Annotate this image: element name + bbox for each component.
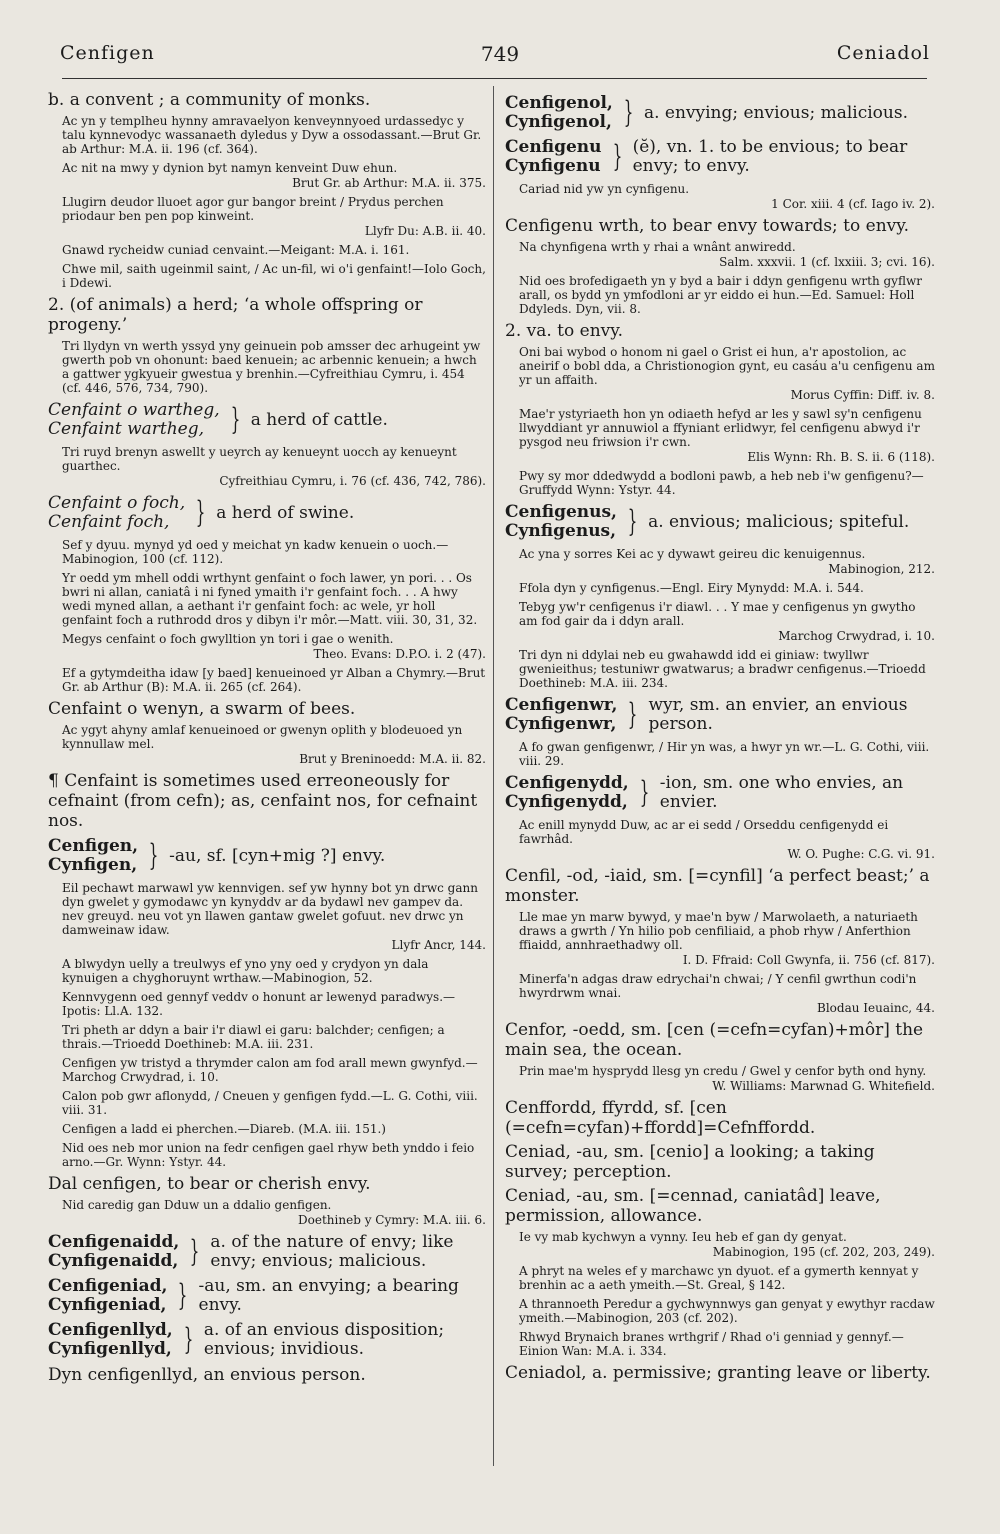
- brace: }: [148, 838, 159, 873]
- left-column: [48, 88, 486, 1478]
- quote: Na chynfigena wrth y rhai a wnânt anwiredd.: [519, 240, 796, 254]
- quote-source: Llyfr Du: A.B. ii. 40.: [364, 224, 486, 238]
- quote: Tri dyn ni ddylai neb eu gwahawdd idd ei giniaw: twyllwr gwenieithus; testuniwr gwatwarus; a bradwr cenfigenus.—Trioedd Doethineb: M.A. iii. 234.: [519, 648, 926, 690]
- entry-cenfigenllyd: [48, 1321, 486, 1359]
- quote: Ffola dyn y cynfigenus.—Engl. Eiry Mynydd: M.A. i. 544.: [519, 581, 864, 595]
- brace: }: [195, 495, 206, 530]
- quote: Yr oedd ym mhell oddi wrthynt genfaint o foch lawer, yn pori. . . Os bwri ni allan, caniatâ i ni fyned ymaith i'r genfaint foch. . . A hwy wedi myned allan, a aethant i'r genfaint foch: ac wele, yr holl genfaint foch a ruthrodd dros y dibyn i'r môr.—Matt. viii. 30, 31, 32.: [62, 571, 478, 627]
- definition: a. of the nature of envy; like envy; envious; malicious.: [210, 1232, 454, 1271]
- definition: -au, sm. an envying; a bearing envy.: [198, 1276, 459, 1315]
- entry-cenfigenydd: [505, 774, 935, 812]
- quote: Prin mae'm hysprydd llesg yn credu / Gwel y cenfor byth ond hyny.: [519, 1064, 927, 1078]
- quote: Ac nit na mwy y dynion byt namyn kenveint Duw ehun.: [62, 161, 398, 175]
- quote: Cenfigen a ladd ei pherchen.—Diareb. (M.A. iii. 151.): [62, 1122, 386, 1136]
- quote: A thrannoeth Peredur a gychwynnwys gan genyat y ewythyr racdaw ymeith.—Mabinogion, 203 (cf. 202).: [519, 1297, 935, 1325]
- headword: Cenfaint o wartheg,: [48, 400, 220, 420]
- quote: A fo gwan genfigenwr, / Hir yn was, a hwyr yn wr.—L. G. Cothi, viii. viii. 29.: [519, 740, 930, 768]
- quote-source: Morus Cyffin: Diff. iv. 8.: [790, 388, 935, 402]
- quote-source: Mabinogion, 212.: [828, 562, 935, 576]
- quote: Ef a gytymdeitha idaw [y baed] kenueinoed yr Alban a Chymry.—Brut Gr. ab Arthur (B): M.A. ii. 265 (cf. 264).: [62, 666, 486, 694]
- brace: }: [183, 1322, 194, 1357]
- quote: Ie vy mab kychwyn a vynny. Ieu heb ef gan dy genyat.: [519, 1230, 847, 1244]
- entry-ceniad-1: Ceniad, -au, sm. [cenio] a looking; a taking survey; perception.: [505, 1142, 875, 1182]
- entry-cenfigenol: [505, 94, 935, 132]
- brace: }: [627, 504, 638, 539]
- quote-source: Elis Wynn: Rh. B. S. ii. 6 (118).: [747, 450, 935, 464]
- quote-source: Brut y Breninoedd: M.A. ii. 82.: [299, 752, 486, 766]
- quote: Mae'r ystyriaeth hon yn odiaeth hefyd ar les y sawl sy'n cenfigenu llwyddiant yr annuwiol a ffyniant erlidwyr, fel cenfigenu abwyd i'r pysgod neu friwsion i'r cwn.: [519, 407, 922, 449]
- headword: Cenfigenu: [505, 137, 602, 157]
- brace: }: [612, 139, 622, 174]
- quote: Nid oes neb mor union na fedr cenfigen gael rhyw beth ynddo i feio arno.—Gr. Wynn: Ystyr. 44.: [62, 1141, 475, 1169]
- headword-variant: Cenfaint wartheg,: [48, 419, 205, 439]
- header-left-guideword: Cenfigen: [60, 42, 155, 64]
- quote: A phryt na weles ef y marchawc yn dyuot. ef a gymerth kennyat y brenhin ac a aeth ymeith.—St. Greal, § 142.: [519, 1264, 919, 1292]
- quote-source: Mabinogion, 195 (cf. 202, 203, 249).: [712, 1245, 935, 1259]
- headword-variant: Cynfigenol,: [505, 112, 612, 132]
- quote-source: Salm. xxxvii. 1 (cf. lxxiii. 3; cvi. 16).: [719, 255, 935, 269]
- phrase-dyn-cenfigenllyd: Dyn cenfigenllyd, an envious person.: [48, 1365, 366, 1385]
- headword: Cenfigen,: [48, 836, 139, 856]
- quote: Tri llydyn vn werth yssyd yny geinuein pob amsser dec arhugeint yw gwerth pob vn ohonunt: baed kenuein; ac arbennic kenuein; a hwch a gattwer ygkyueir gwestua y brenhin.—Cyfreithiau Cymru, i. 454 (cf. 446, 576, 734, 790).: [62, 339, 481, 395]
- headword: Cenfigenol,: [505, 93, 613, 113]
- quote: Chwe mil, saith ugeinmil saint, / Ac un-fil, wi o'i genfaint!—Iolo Goch, i Ddewi.: [62, 262, 486, 290]
- headword-variant: Cenfaint foch,: [48, 512, 170, 532]
- definition: a. envying; envious; malicious.: [643, 102, 908, 123]
- headword-variant: Cynfigenllyd,: [48, 1339, 172, 1359]
- right-column: [505, 88, 935, 1478]
- headword: Cenfigenydd,: [505, 773, 629, 793]
- entry-ceniadol: Ceniadol, a. permissive; granting leave or liberty.: [505, 1363, 931, 1383]
- brace: }: [623, 95, 634, 130]
- entry-cenffordd: Cenffordd, ffyrdd, sf. [cen (=cefn=cyfan)+ffordd]=Cefnffordd.: [505, 1098, 816, 1138]
- quote: Minerfa'n adgas draw edrychai'n chwai; / Y cenfil gwrthun codi'n hwyrdrwm wnai.: [519, 972, 917, 1000]
- quote: Tebyg yw'r cenfigenus i'r diawl. . . Y mae y cenfigenus yn gwytho am fod gair da i ddyn arall.: [519, 600, 916, 628]
- quote: Calon pob gwr aflonydd, / Cneuen y genfigen fydd.—L. G. Cothi, viii. viii. 31.: [62, 1089, 478, 1117]
- entry-cenfigenus: [505, 503, 935, 541]
- entry-cenfil: Cenfil, -od, -iaid, sm. [=cynfil] ‘a perfect beast;’ a monster.: [505, 866, 930, 906]
- headword-variant: Cynfigenaidd,: [48, 1251, 179, 1271]
- entry-cenfaint-o-foch: [48, 494, 486, 532]
- sense-2: 2. (of animals) a herd; ‘a whole offspring or progeny.’: [48, 295, 423, 335]
- sense-bees: Cenfaint o wenyn, a swarm of bees.: [48, 699, 356, 719]
- quote-source: W. Williams: Marwnad G. Whitefield.: [712, 1079, 935, 1093]
- entry-cenfigenaidd: [48, 1233, 486, 1271]
- quote: Tri ruyd brenyn aswellt y ueyrch ay kenueynt uocch ay kenueynt guarthec.: [62, 445, 457, 473]
- headword-variant: Cynfigenu: [505, 156, 601, 176]
- quote: Gnawd rycheidw cuniad cenvaint.—Meigant: M.A. i. 161.: [62, 243, 410, 257]
- definition: -ion, sm. one who envies, an envier.: [659, 773, 904, 812]
- quote: Tri pheth ar ddyn a bair i'r diawl ei garu: balchder; cenfigen; a thrais.—Trioedd Doethineb: M.A. iii. 231.: [62, 1023, 445, 1051]
- quote: Kennvygenn oed gennyf veddv o honunt ar lewenyd paradwys.—Ipotis: Ll.A. 132.: [62, 990, 456, 1018]
- quote-source: I. D. Ffraid: Coll Gwynfa, ii. 756 (cf. 817).: [682, 953, 935, 967]
- quote: Sef y dyuu. mynyd yd oed y meichat yn kadw kenuein o uoch.—Mabinogion, 100 (cf. 112).: [62, 538, 449, 566]
- header-right-guideword: Ceniadol: [836, 42, 930, 64]
- entry-cenfor: Cenfor, -oedd, sm. [cen (=cefn=cyfan)+môr] the main sea, the ocean.: [505, 1020, 924, 1060]
- quote: A blwydyn uelly a treulwys ef yno yny oed y crydyon yn dala kynuigen a chyghoruynt wrthaw.—Mabinogion, 52.: [62, 957, 429, 985]
- column-divider: [493, 86, 494, 1466]
- headword: Cenfigenus,: [505, 502, 617, 522]
- definition: a. envious; malicious; spiteful.: [648, 511, 910, 532]
- header-rule: [62, 78, 927, 79]
- entry-cenfigenu: [505, 138, 935, 176]
- quote-source: W. O. Pughe: C.G. vi. 91.: [787, 847, 935, 861]
- entry-cenfaint-o-wartheg: [48, 401, 486, 439]
- quote: Megys cenfaint o foch gwylltion yn tori i gae o wenith.: [62, 632, 394, 646]
- entry-cenfigeniad: [48, 1277, 486, 1315]
- quote: Ac ygyt ahyny amlaf kenueinoed or gwenyn oplith y blodeuoed yn kynnullaw mel.: [62, 723, 463, 751]
- sense-2: 2. va. to envy.: [505, 321, 624, 341]
- usage-note: ¶ Cenfaint is sometimes used erreoneously for cefnaint (from cefn); as, cenfaint nos, for cefnaint nos.: [48, 771, 478, 831]
- headword: Cenfigeniad,: [48, 1276, 168, 1296]
- quote: Rhwyd Brynaich branes wrthgrif / Rhad o'i genniad y gennyf.—Einion Wan: M.A. i. 334.: [519, 1330, 904, 1358]
- page-number: 749: [480, 42, 520, 66]
- quote-source: 1 Cor. xiii. 4 (cf. Iago iv. 2).: [771, 197, 935, 211]
- definition: -au, sf. [cyn+mig ?] envy.: [169, 845, 386, 866]
- quote: Cenfigen yw tristyd a thrymder calon am fod arall mewn gwynfyd.—Marchog Crwydrad, i. 10.: [62, 1056, 478, 1084]
- definition: a herd of cattle.: [250, 409, 388, 430]
- headword: Cenfigenaidd,: [48, 1232, 180, 1252]
- definition: a. of an envious disposition; envious; invidious.: [203, 1320, 445, 1359]
- brace: }: [230, 402, 240, 437]
- quote: Oni bai wybod o honom ni gael o Grist ei hun, a'r apostolion, ac aneirif o bobl dda, a Christionogion gynt, eu casáu a'u cenfigenu am yr un affaith.: [519, 345, 935, 387]
- quote-source: Marchog Crwydrad, i. 10.: [778, 629, 935, 643]
- brace: }: [628, 697, 638, 732]
- quote: Eil pechawt marwawl yw kennvigen. sef yw hynny bot yn drwc gann dyn gwelet y gymodawc yn kynyddv ar da bydawl nev gampev da. nev greuyd. neu vot yn llawen gantaw gwelet gofuut. nev drwc yn damweinaw idaw.: [62, 881, 478, 937]
- definition: a herd of swine.: [216, 502, 355, 523]
- definition: (ĕ), vn. 1. to be envious; to bear envy; to envy.: [632, 137, 908, 176]
- headword-variant: Cynfigeniad,: [48, 1295, 167, 1315]
- headword-variant: Cynfigenydd,: [505, 792, 628, 812]
- page-header: [60, 42, 940, 72]
- brace: }: [639, 775, 650, 810]
- entry-ceniad-2: Ceniad, -au, sm. [=cennad, caniatâd] leave, permission, allowance.: [505, 1186, 881, 1226]
- quote: Nid oes brofedigaeth yn y byd a bair i ddyn genfigenu wrth gyflwr arall, os bydd yn ymfodloni ar yr eiddo ei hun.—Ed. Samuel: Holl Ddyleds. Dyn, vii. 8.: [519, 274, 922, 316]
- headword: Cenfigenwr,: [505, 695, 618, 715]
- quote-source: Theo. Evans: D.P.O. i. 2 (47).: [313, 647, 486, 661]
- headword: Cenfaint o foch,: [48, 493, 186, 513]
- quote: Cariad nid yw yn cynfigenu.: [519, 182, 690, 196]
- phrase-cenfigenu-wrth: Cenfigenu wrth, to bear envy towards; to envy.: [505, 216, 910, 236]
- entry-cenfigen: [48, 837, 486, 875]
- quote-source: Doethineb y Cymry: M.A. iii. 6.: [298, 1213, 486, 1227]
- headword-variant: Cynfigenus,: [505, 521, 617, 541]
- quote: Nid caredig gan Dduw un a ddalio genfigen.: [62, 1198, 332, 1212]
- quote: Ac yna y sorres Kei ac y dywawt geireu dic kenuigennus.: [519, 547, 866, 561]
- definition: wyr, sm. an envier, an envious person.: [648, 695, 908, 734]
- headword-variant: Cynfigen,: [48, 855, 138, 875]
- phrase-dal-cenfigen: Dal cenfigen, to bear or cherish envy.: [48, 1174, 371, 1194]
- entry-cenfigenwr: [505, 696, 935, 734]
- brace: }: [190, 1234, 200, 1269]
- headword: Cenfigenllyd,: [48, 1320, 173, 1340]
- quote: Llugirn deudor lluoet agor gur bangor breint / Prydus perchen priodaur ben pen pop kinweint.: [62, 195, 444, 223]
- quote: Lle mae yn marw bywyd, y mae'n byw / Marwolaeth, a naturiaeth draws a gwrth / Yn hilio pob cenfiliaid, a phob rhyw / Anferthion ffiaidd, annhraethadwy oll.: [519, 910, 918, 952]
- quote: Ac enill mynydd Duw, ac ar ei sedd / Orseddu cenfigenydd ei fawrhâd.: [519, 818, 889, 846]
- sense-b: b. a convent ; a community of monks.: [48, 90, 371, 110]
- quote: Pwy sy mor ddedwydd a bodloni pawb, a heb neb i'w genfigenu?—Gruffydd Wynn: Ystyr. 44.: [519, 469, 924, 497]
- quote-source: Blodau Ieuainc, 44.: [817, 1001, 935, 1015]
- quote-source: Cyfreithiau Cymru, i. 76 (cf. 436, 742, 786).: [219, 474, 486, 488]
- brace: }: [178, 1278, 188, 1313]
- headword-variant: Cynfigenwr,: [505, 714, 617, 734]
- quote: Ac yn y templheu hynny amravaelyon kenveynnyoed urdassedyc y talu kynnevodyc wassanaeth dyledus y Dyw a ossodassant.—Brut Gr. ab Arthur: M.A. ii. 196 (cf. 364).: [62, 114, 482, 156]
- quote-source: Llyfr Ancr, 144.: [391, 938, 486, 952]
- quote-source: Brut Gr. ab Arthur: M.A. ii. 375.: [292, 176, 486, 190]
